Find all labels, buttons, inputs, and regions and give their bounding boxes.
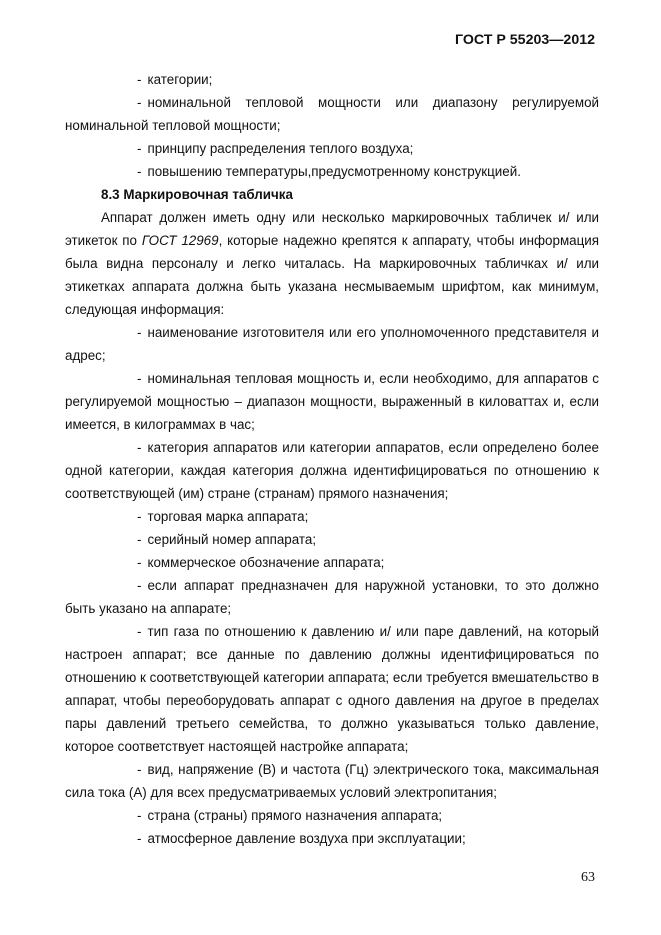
list-dash: -	[137, 509, 142, 524]
list-item: - категории;	[65, 68, 599, 91]
list-dash: -	[137, 164, 142, 179]
list-item: - торговая марка аппарата;	[65, 505, 599, 528]
list-item: - номинальная тепловая мощность и, если необходимо, для аппаратов с регулируемой мощностью – диапазон мощности, выраженный в киловаттах и, если имеется, в килограммах в час;	[65, 367, 599, 436]
list-item: - если аппарат предназначен для наружной установки, то это должно быть указано на аппарате;	[65, 574, 599, 620]
list-item: - страна (страны) прямого назначения аппарата;	[65, 804, 599, 827]
list-dash: -	[137, 624, 142, 639]
list-item: - повышению температуры,предусмотренному конструкцией.	[65, 160, 599, 183]
list-item: - серийный номер аппарата;	[65, 528, 599, 551]
list-item: - номинальной тепловой мощности или диапазону регулируемой номинальной тепловой мощности;	[65, 91, 599, 137]
list-dash: -	[137, 325, 142, 340]
list-dash: -	[137, 831, 142, 846]
list-dash: -	[137, 141, 142, 156]
list-item: - принципу распределения теплого воздуха;	[65, 137, 599, 160]
list-dash: -	[137, 808, 142, 823]
document-standard-header: ГОСТ Р 55203—2012	[455, 32, 595, 48]
section-heading: 8.3 Маркировочная табличка	[101, 187, 293, 202]
list-dash: -	[137, 555, 142, 570]
list-dash: -	[137, 532, 142, 547]
standard-reference-link[interactable]: ГОСТ 12969	[141, 233, 219, 248]
document-body	[65, 68, 599, 850]
list-dash: -	[137, 72, 142, 87]
intro-paragraph: Аппарат должен иметь одну или несколько маркировочных табличек и/ или этикеток по ГОСТ 12969, которые надежно крепятся к аппарату, чтобы информация была видна персоналу и легко читалась. На маркировочных табличках и/ или этикетках аппарата должна быть указана несмываемым шрифтом, как минимум, следующая информация:	[65, 210, 599, 317]
list-dash: -	[137, 95, 142, 110]
list-item: - вид, напряжение (В) и частота (Гц) электрического тока, максимальная сила тока (А) для всех предусматриваемых условий электропитания;	[65, 758, 599, 804]
list-dash: -	[137, 762, 142, 777]
list-dash: -	[137, 371, 142, 386]
page-number: 63	[581, 870, 595, 885]
list-item: - категория аппаратов или категории аппаратов, если определено более одной категории, каждая категория должна идентифицироваться по отношению к соответствующей (им) стране (странам) прямого назначения;	[65, 436, 599, 505]
list-dash: -	[137, 440, 142, 455]
list-item: - коммерческое обозначение аппарата;	[65, 551, 599, 574]
list-item: - наименование изготовителя или его уполномоченного представителя и адрес;	[65, 321, 599, 367]
list-item: - тип газа по отношению к давлению и/ или паре давлений, на который настроен аппарат; все данные по давлению должны идентифицироваться по отношению к соответствующей категории аппарата; если требуется вмешательство в аппарат, чтобы переоборудовать аппарат с одного давления на другое в пределах пары давлений третьего семейства, то должно указываться только давление, которое соответствует настоящей настройке аппарата;	[65, 620, 599, 758]
list-item: - атмосферное давление воздуха при эксплуатации;	[65, 827, 599, 850]
list-dash: -	[137, 578, 142, 593]
